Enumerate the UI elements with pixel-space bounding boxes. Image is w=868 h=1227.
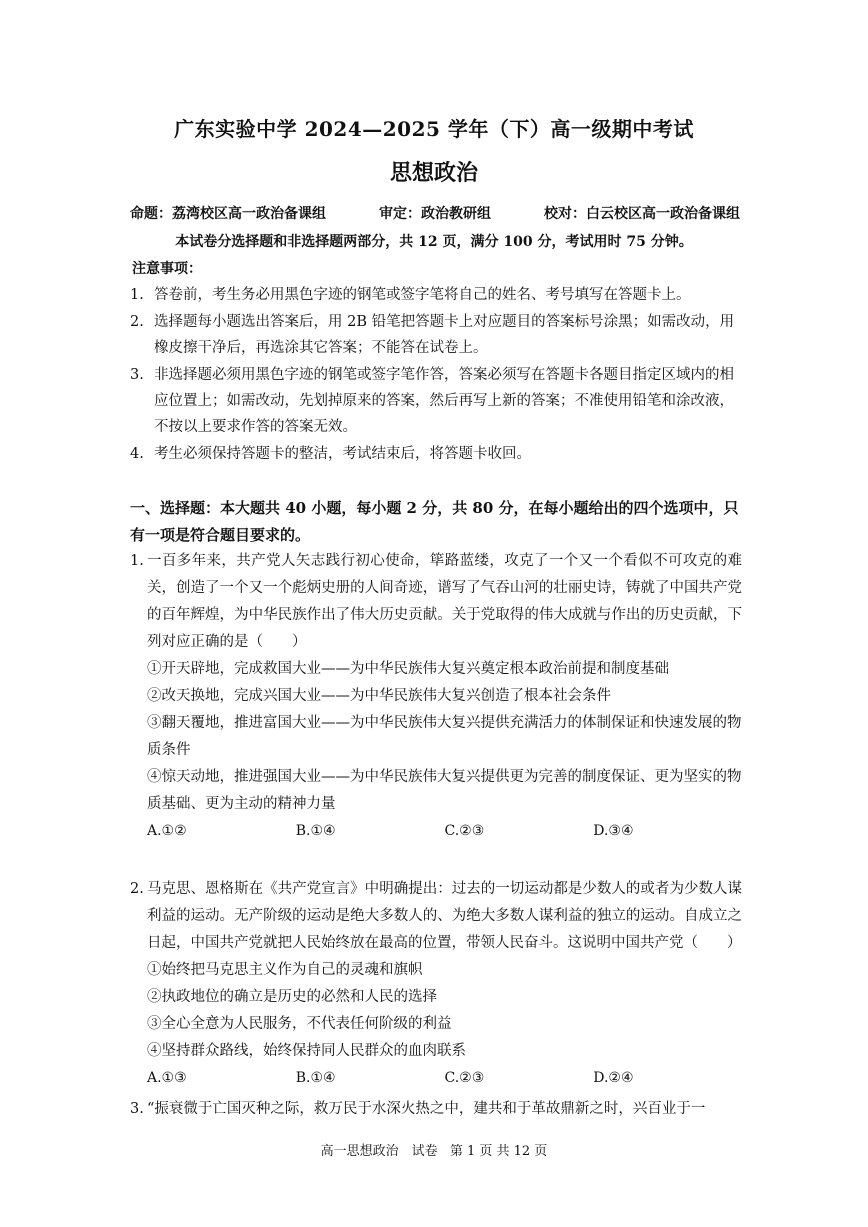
note-item (130, 441, 742, 467)
exam-title: 广东实验中学 2024—2025 学年（下）高一级期中考试 (174, 117, 694, 141)
note-number: 1. (130, 287, 144, 303)
credits-line (130, 201, 740, 228)
footer-course: 高一思想政治 试卷 (320, 1144, 438, 1159)
choice-b: B.①④ (295, 1070, 336, 1086)
choice-d: D.②④ (593, 1070, 634, 1086)
page-footer (0, 1138, 868, 1165)
credit-reviewer: 审定：政治教研组 (379, 206, 491, 222)
question-3 (130, 1096, 742, 1123)
question-stem (130, 548, 742, 656)
note-text: 考生必须保持答题卡的整洁，考试结束后，将答题卡收回。 (154, 446, 531, 462)
question-stem-text: “振衰微于亡国灭种之际，救万民于水深火热之中，建共和于革故鼎新之时，兴百业于一 (147, 1101, 706, 1117)
question-number: 1. (130, 553, 144, 569)
question-option: ①开天辟地，完成救国大业——为中华民族伟大复兴奠定根本政治前提和制度基础 (147, 661, 669, 677)
notes-heading: 注意事项： (132, 261, 202, 277)
choice-c: C.②③ (444, 823, 485, 839)
choice-a: A.①③ (147, 1070, 187, 1086)
footer-page-number: 第 1 页 共 12 页 (449, 1144, 548, 1159)
question-option: ①始终把马克思主义作为自己的灵魂和旗帜 (147, 962, 423, 978)
question-option: ③全心全意为人民服务，不代表任何阶级的利益 (147, 1016, 452, 1032)
note-text: 非选择题必须用黑色字迹的钢笔或签字笔作答，答案必须写在答题卡各题目指定区域内的相应位置上；如需改动，先划掉原来的答案，然后再写上新的答案；不准使用铅笔和涂改液，不按以上要求作答的答案无效。 (154, 367, 734, 435)
question-stem (130, 1096, 742, 1123)
credit-proofreader: 校对：白云校区高一政治备课组 (544, 206, 740, 222)
section-heading: 一、选择题：本大题共 40 小题，每小题 2 分，共 80 分，在每小题给出的四个选项中，只有一项是符合题目要求的。 (130, 499, 739, 544)
choice-d: D.③④ (593, 823, 634, 839)
note-item (130, 362, 742, 440)
choice-b: B.①④ (295, 823, 336, 839)
subject-title: 思想政治 (389, 160, 478, 186)
note-text: 选择题每小题选出答案后，用 2B 铅笔把答题卡上对应题目的答案标号涂黑；如需改动，用橡皮擦干净后，再选涂其它答案；不能答在试卷上。 (154, 314, 735, 356)
exam-intro: 本试卷分选择题和非选择题两部分，共 12 页，满分 100 分，考试用时 75 分钟。 (175, 234, 693, 250)
question-number: 3. (130, 1101, 144, 1117)
note-item (130, 309, 742, 361)
choice-a: A.①② (147, 823, 187, 839)
question-option: ②执政地位的确立是历史的必然和人民的选择 (147, 989, 437, 1005)
question-option: ③翻天覆地，推进富国大业——为中华民族伟大复兴提供充满活力的体制保证和快速发展的物质条件 (147, 715, 742, 758)
answer-choices (130, 818, 742, 845)
question-stem-text: 一百多年来，共产党人矢志践行初心使命，筚路蓝缕，攻克了一个又一个看似不可攻克的难关，创造了一个又一个彪炳史册的人间奇迹，谱写了气吞山河的壮丽史诗，铸就了中国共产党的百年辉煌，为中华民族作出了伟大历史贡献。关于党取得的伟大成就与作出的历史贡献，下列对应正确的是（ ） (147, 553, 742, 650)
note-number: 3. (130, 367, 144, 383)
question-stem (130, 876, 742, 957)
question-stem-text: 马克思、恩格斯在《共产党宣言》中明确提出：过去的一切运动都是少数人的或者为少数人谋利益的运动。无产阶级的运动是绝大多数人的、为绝大多数人谋利益的独立的运动。自成立之日起，中国共产党就把人民始终放在最高的位置，带领人民奋斗。这说明中国共产党（ ） (147, 881, 742, 951)
credit-author: 命题：荔湾校区高一政治备课组 (130, 206, 326, 222)
question-option: ②改天换地，完成兴国大业——为中华民族伟大复兴创造了根本社会条件 (147, 688, 611, 704)
answer-choices (130, 1065, 742, 1092)
question-option: ④惊天动地，推进强国大业——为中华民族伟大复兴提供更为完善的制度保证、更为坚实的物质基础、更为主动的精神力量 (147, 769, 742, 812)
question-number: 2. (130, 881, 144, 897)
note-item (130, 282, 742, 308)
note-number: 4. (130, 446, 144, 462)
question-1 (130, 548, 742, 845)
note-number: 2. (130, 314, 144, 330)
notes-list (130, 282, 742, 467)
note-text: 答卷前，考生务必用黑色字迹的钢笔或签字笔将自己的姓名、考号填写在答题卡上。 (154, 287, 691, 303)
question-option: ④坚持群众路线，始终保持同人民群众的血肉联系 (147, 1043, 466, 1059)
question-2 (130, 876, 742, 1092)
choice-c: C.②③ (444, 1070, 485, 1086)
